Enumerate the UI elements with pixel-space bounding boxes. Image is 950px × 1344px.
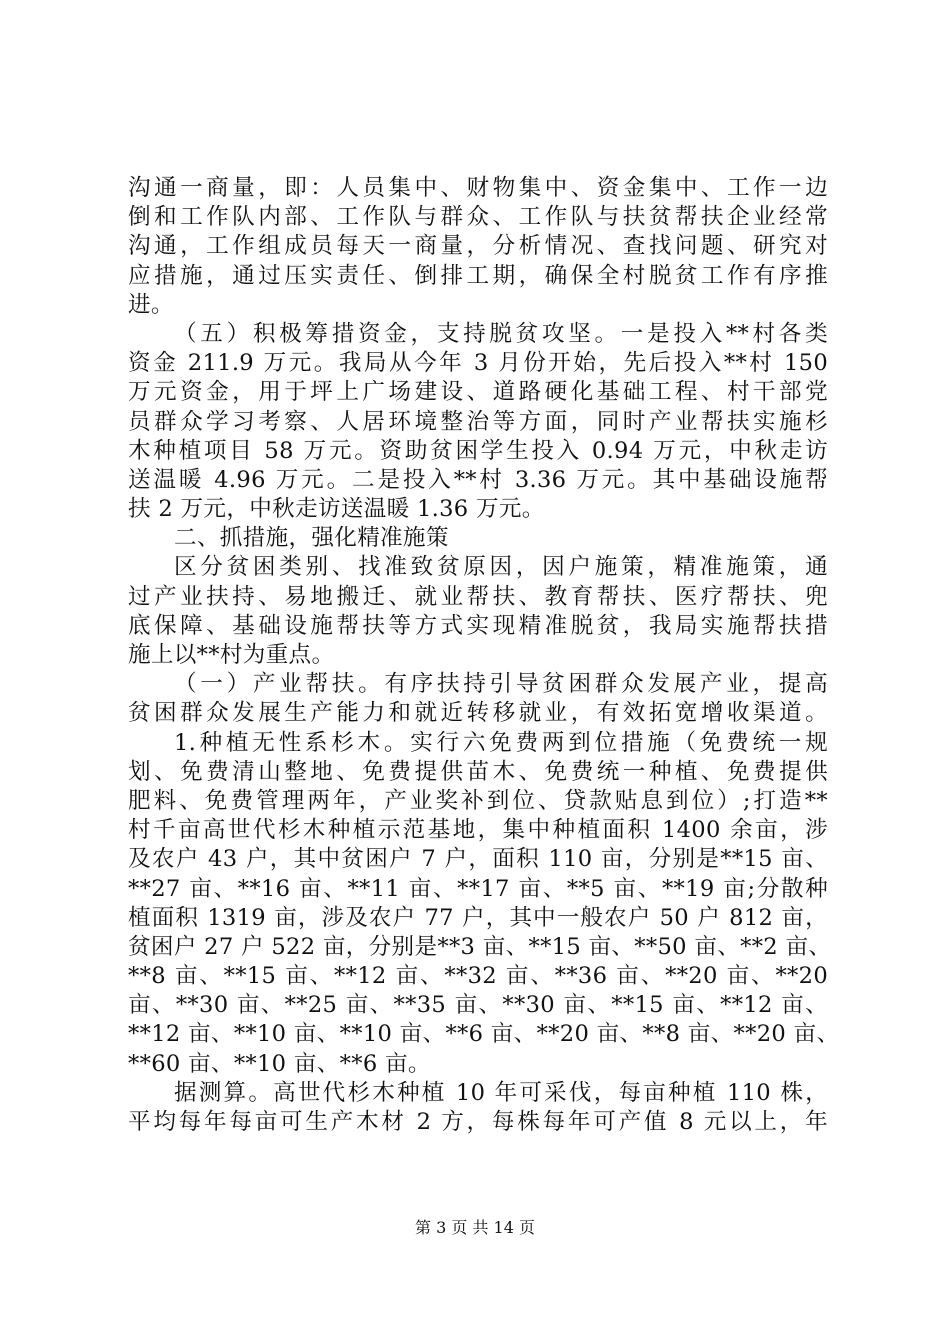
text-line: 平均每年每亩可生产木材 2 方，每株每年可产值 8 元以上，年 — [128, 1109, 828, 1135]
text-line: **60 亩、**10 亩、**6 亩。 — [128, 1050, 431, 1077]
text-line: 进。 — [128, 291, 174, 318]
text-line: 倒和工作队内部、工作队与群众、工作队与扶贫帮扶企业经常 — [128, 204, 828, 231]
text-line: 资金 211.9 万元。我局从今年 3 月份开始，先后投入**村 150 — [128, 350, 828, 377]
text-line: 贫困群众发展生产能力和就近转移就业，有效拓宽增收渠道。 — [128, 700, 828, 727]
text-line: **12 亩、**10 亩、**10 亩、**6 亩、**20 亩、**8 亩、**20 亩、 — [128, 1021, 840, 1048]
text-line: 万元资金，用于坪上广场建设、道路硬化基础工程、村干部党 — [128, 379, 828, 406]
text-line: **8 亩、**15 亩、**12 亩、**32 亩、**36 亩、**20 亩、**20 — [128, 963, 828, 990]
page-number-footer: 第 3 页 共 14 页 — [415, 1218, 535, 1237]
text-line: 1.种植无性系杉木。实行六免费两到位措施（免费统一规 — [174, 729, 828, 756]
text-line: 亩、**30 亩、**25 亩、**35 亩、**30 亩、**15 亩、**12 亩、 — [128, 992, 828, 1019]
text-line: 据测算。高世代杉木种植 10 年可采伐，每亩种植 110 株， — [174, 1079, 828, 1106]
text-line: 应措施，通过压实责任、倒排工期，确保全村脱贫工作有序推 — [128, 262, 828, 289]
text-line: 划、免费清山整地、免费提供苗木、免费统一种植、免费提供 — [128, 758, 828, 785]
text-line: 施上以**村为重点。 — [128, 642, 335, 668]
text-line: 肥料、免费管理两年，产业奖补到位、贷款贴息到位）;打造** — [128, 787, 828, 814]
text-line: 村千亩高世代杉木种植示范基地，集中种植面积 1400 余亩，涉 — [128, 817, 828, 844]
text-line: 送温暖 4.96 万元。二是投入**村 3.36 万元。其中基础设施帮 — [128, 466, 828, 493]
text-line: 扶 2 万元，中秋走访送温暖 1.36 万元。 — [128, 496, 545, 523]
text-line: （五）积极筹措资金，支持脱贫攻坚。一是投入**村各类 — [174, 320, 828, 347]
text-line: 贫困户 27 户 522 亩，分别是**3 亩、**15 亩、**50 亩、**2 亩、 — [128, 933, 832, 960]
text-line: 底保障、基础设施帮扶等方式实现精准脱贫，我局实施帮扶措 — [128, 612, 828, 639]
document-body — [128, 174, 840, 1137]
text-line: 木种植项目 58 万元。资助贫困学生投入 0.94 万元，中秋走访 — [128, 437, 828, 464]
text-line: （一）产业帮扶。有序扶持引导贫困群众发展产业，提高 — [174, 671, 828, 698]
section-heading: 二、抓措施，强化精准施策 — [174, 525, 449, 552]
text-line: 员群众学习考察、人居环境整治等方面，同时产业帮扶实施杉 — [128, 408, 828, 435]
text-line: 及农户 43 户，其中贫困户 7 户，面积 110 亩，分别是**15 亩、 — [128, 846, 828, 873]
text-line: 区分贫困类别、找准致贫原因，因户施策，精准施策，通 — [174, 554, 828, 581]
text-line: 沟通，工作组成员每天一商量，分析情况、查找问题、研究对 — [128, 233, 828, 260]
text-line: 沟通一商量，即：人员集中、财物集中、资金集中、工作一边 — [128, 175, 828, 201]
text-line: 过产业扶持、易地搬迁、就业帮扶、教育帮扶、医疗帮扶、兜 — [128, 583, 828, 610]
text-line: 植面积 1319 亩，涉及农户 77 户，其中一般农户 50 户 812 亩， — [128, 904, 828, 931]
text-line: **27 亩、**16 亩、**11 亩、**17 亩、**5 亩、**19 亩;分散种 — [128, 875, 828, 902]
